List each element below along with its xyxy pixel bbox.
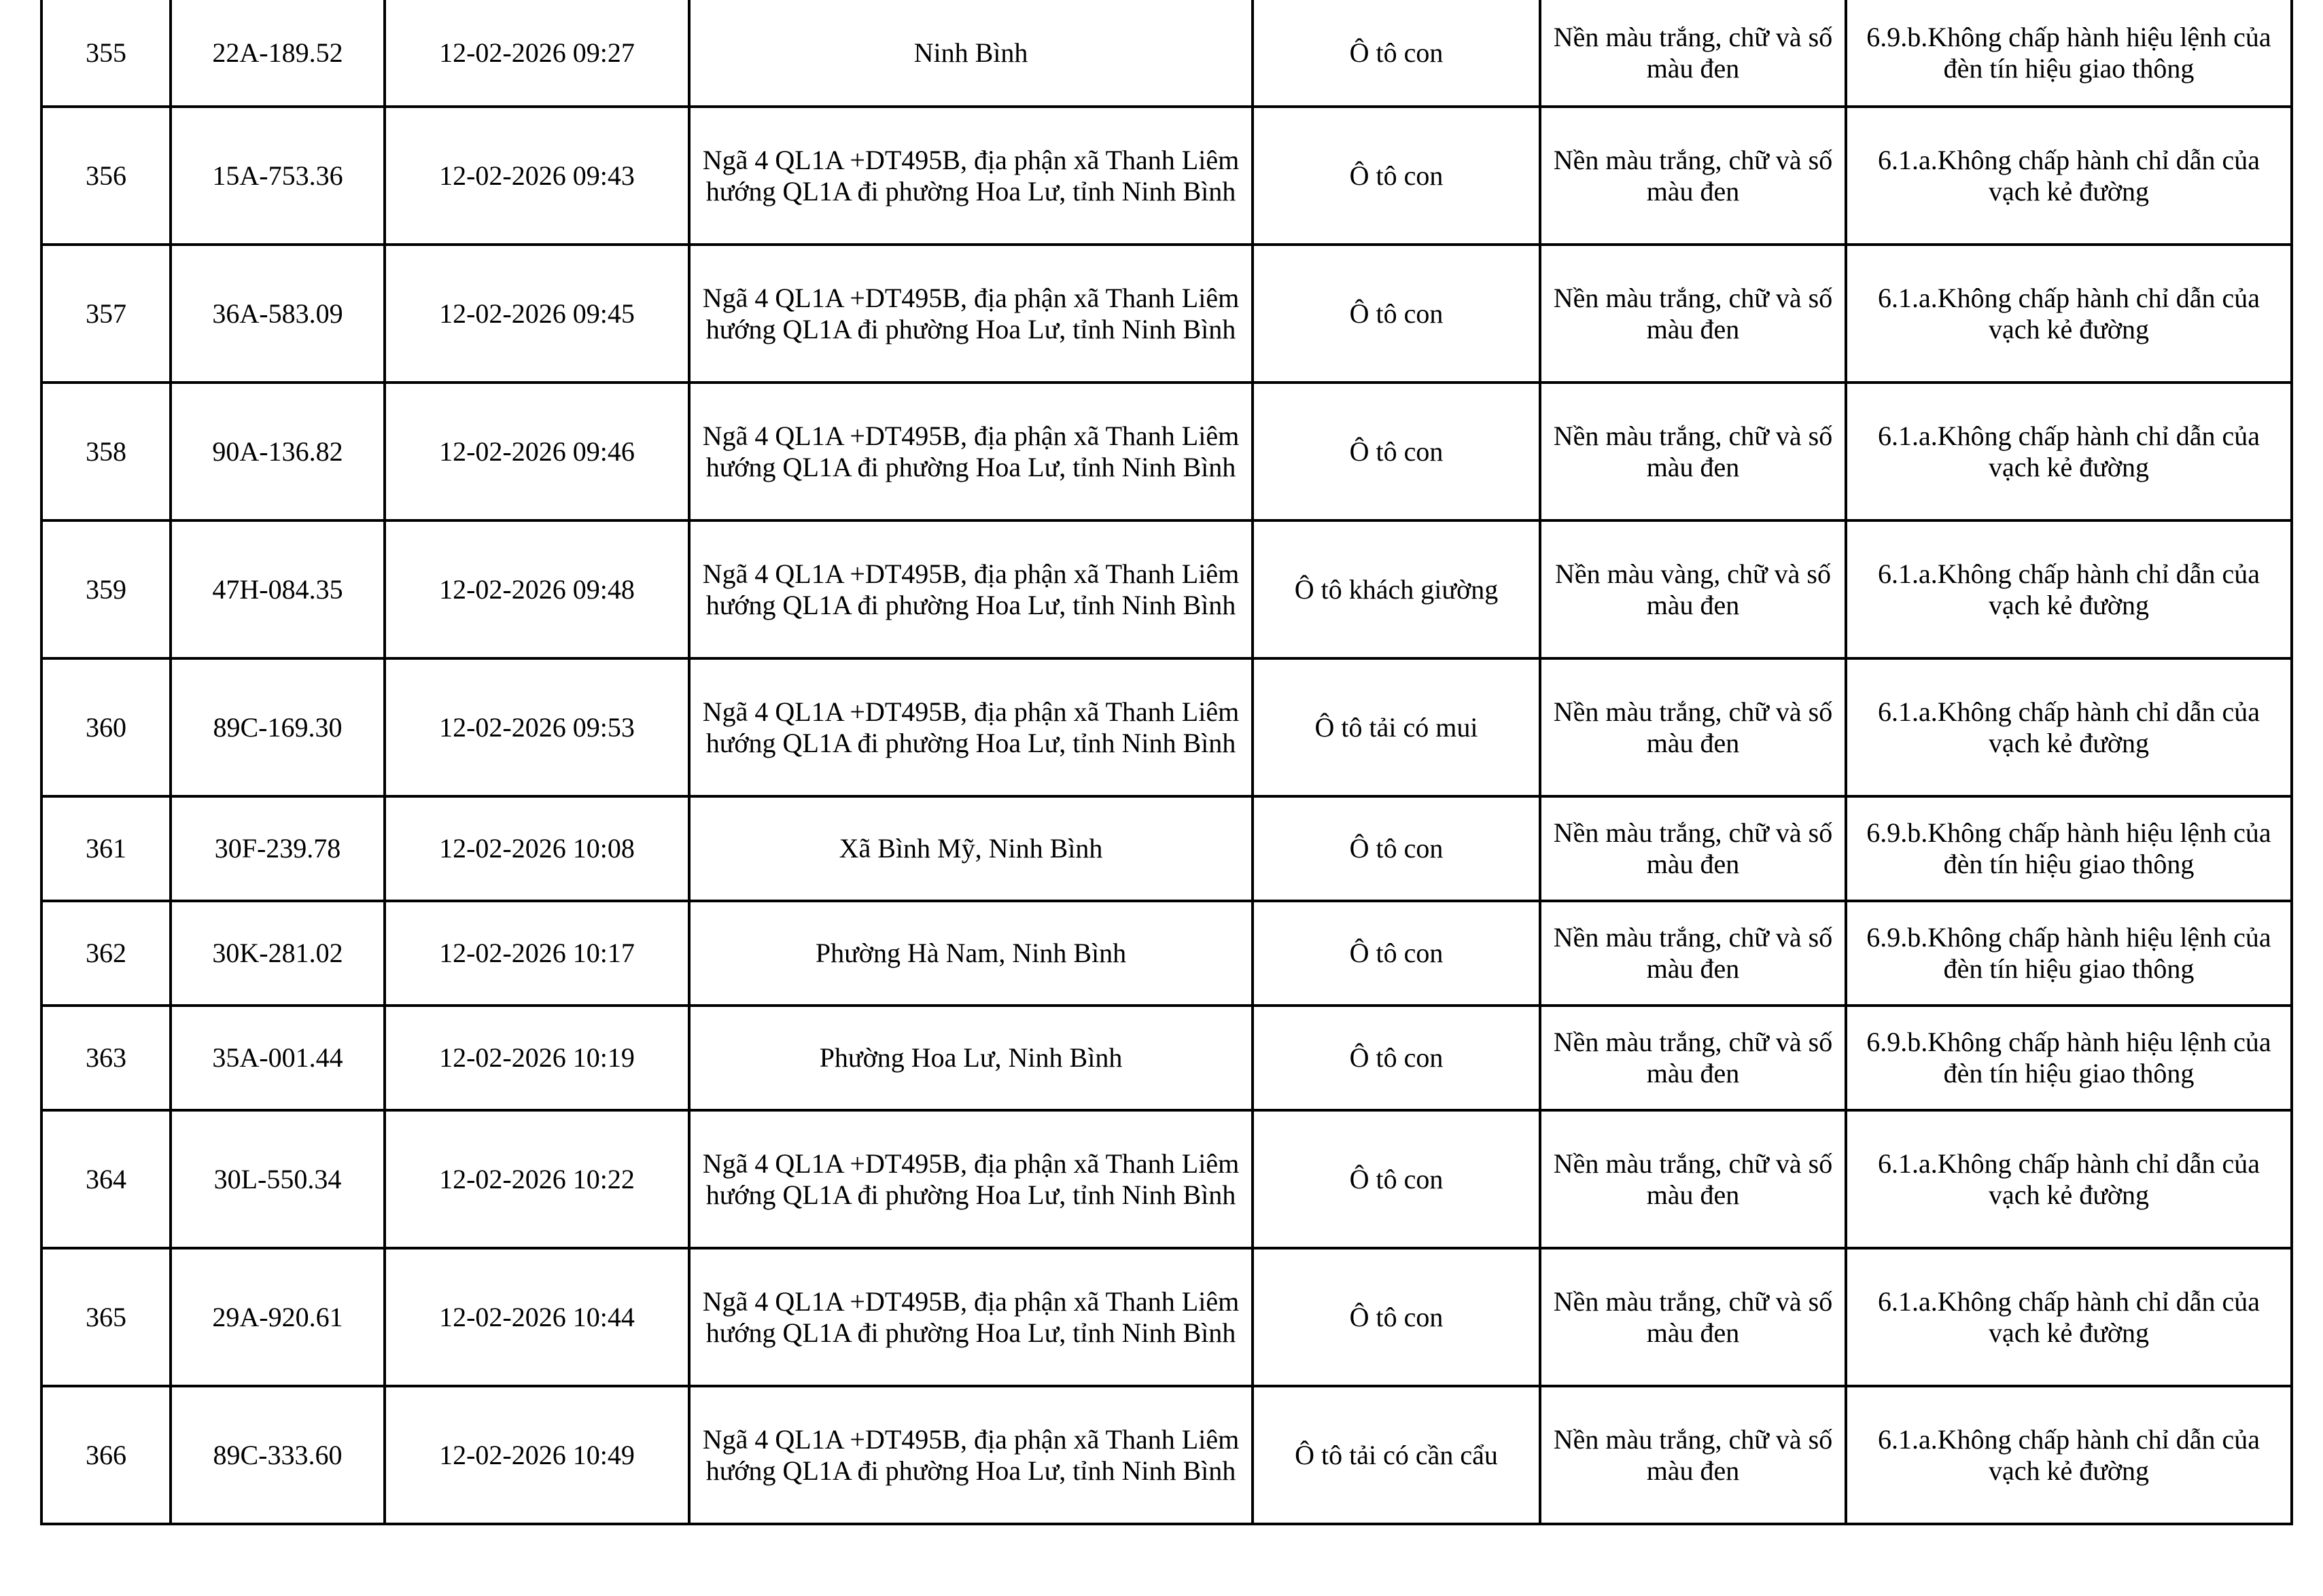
cell-license-plate: 36A-583.09 [171,245,385,383]
table-row [41,0,2292,107]
cell-violation: 6.1.a.Không chấp hành chỉ dẫn của vạch kẻ đường [1846,1386,2292,1524]
cell-location: Ngã 4 QL1A +DT495B, địa phận xã Thanh Liêm hướng QL1A đi phường Hoa Lư, tỉnh Ninh Bình [689,658,1253,796]
table-row [41,107,2292,245]
cell-vehicle-type: Ô tô con [1253,1006,1540,1110]
cell-plate-color: Nền màu trắng, chữ và số màu đen [1540,0,1846,107]
table-row [41,383,2292,520]
cell-violation-time: 12-02-2026 10:22 [385,1110,689,1248]
cell-license-plate: 15A-753.36 [171,107,385,245]
cell-location: Phường Hà Nam, Ninh Bình [689,901,1253,1006]
cell-violation: 6.1.a.Không chấp hành chỉ dẫn của vạch kẻ đường [1846,1110,2292,1248]
cell-violation: 6.9.b.Không chấp hành hiệu lệnh của đèn tín hiệu giao thông [1846,0,2292,107]
cell-location: Xã Bình Mỹ, Ninh Bình [689,796,1253,901]
cell-violation: 6.9.b.Không chấp hành hiệu lệnh của đèn tín hiệu giao thông [1846,901,2292,1006]
cell-violation-time: 12-02-2026 10:08 [385,796,689,901]
cell-violation-time: 12-02-2026 09:53 [385,658,689,796]
cell-vehicle-type: Ô tô con [1253,383,1540,520]
violations-table [40,0,2293,1525]
cell-number: 358 [41,383,171,520]
cell-plate-color: Nền màu trắng, chữ và số màu đen [1540,658,1846,796]
cell-number: 364 [41,1110,171,1248]
table-row [41,796,2292,901]
cell-vehicle-type: Ô tô con [1253,901,1540,1006]
cell-violation: 6.1.a.Không chấp hành chỉ dẫn của vạch kẻ đường [1846,245,2292,383]
cell-violation-time: 12-02-2026 10:44 [385,1248,689,1386]
cell-plate-color: Nền màu trắng, chữ và số màu đen [1540,107,1846,245]
cell-plate-color: Nền màu trắng, chữ và số màu đen [1540,1006,1846,1110]
cell-plate-color: Nền màu trắng, chữ và số màu đen [1540,901,1846,1006]
cell-number: 366 [41,1386,171,1524]
cell-plate-color: Nền màu vàng, chữ và số màu đen [1540,520,1846,658]
cell-number: 356 [41,107,171,245]
cell-vehicle-type: Ô tô con [1253,1110,1540,1248]
cell-violation: 6.1.a.Không chấp hành chỉ dẫn của vạch kẻ đường [1846,658,2292,796]
cell-license-plate: 89C-333.60 [171,1386,385,1524]
cell-vehicle-type: Ô tô con [1253,245,1540,383]
cell-location: Ngã 4 QL1A +DT495B, địa phận xã Thanh Liêm hướng QL1A đi phường Hoa Lư, tỉnh Ninh Bình [689,245,1253,383]
cell-violation-time: 12-02-2026 10:19 [385,1006,689,1110]
cell-location: Ngã 4 QL1A +DT495B, địa phận xã Thanh Liêm hướng QL1A đi phường Hoa Lư, tỉnh Ninh Bình [689,1110,1253,1248]
cell-location: Ngã 4 QL1A +DT495B, địa phận xã Thanh Liêm hướng QL1A đi phường Hoa Lư, tỉnh Ninh Bình [689,1248,1253,1386]
cell-number: 361 [41,796,171,901]
cell-violation-time: 12-02-2026 10:17 [385,901,689,1006]
cell-violation-time: 12-02-2026 09:48 [385,520,689,658]
table-row [41,1248,2292,1386]
cell-location: Ninh Bình [689,0,1253,107]
cell-violation-time: 12-02-2026 09:43 [385,107,689,245]
cell-violation-time: 12-02-2026 09:27 [385,0,689,107]
cell-location: Ngã 4 QL1A +DT495B, địa phận xã Thanh Liêm hướng QL1A đi phường Hoa Lư, tỉnh Ninh Bình [689,1386,1253,1524]
cell-vehicle-type: Ô tô con [1253,796,1540,901]
cell-vehicle-type: Ô tô con [1253,0,1540,107]
table-body [41,0,2292,1524]
cell-location: Ngã 4 QL1A +DT495B, địa phận xã Thanh Liêm hướng QL1A đi phường Hoa Lư, tỉnh Ninh Bình [689,520,1253,658]
cell-license-plate: 89C-169.30 [171,658,385,796]
cell-vehicle-type: Ô tô khách giường [1253,520,1540,658]
cell-license-plate: 35A-001.44 [171,1006,385,1110]
cell-violation-time: 12-02-2026 10:49 [385,1386,689,1524]
cell-number: 360 [41,658,171,796]
cell-location: Ngã 4 QL1A +DT495B, địa phận xã Thanh Liêm hướng QL1A đi phường Hoa Lư, tỉnh Ninh Bình [689,107,1253,245]
cell-license-plate: 90A-136.82 [171,383,385,520]
cell-number: 363 [41,1006,171,1110]
cell-license-plate: 47H-084.35 [171,520,385,658]
cell-number: 365 [41,1248,171,1386]
cell-violation: 6.9.b.Không chấp hành hiệu lệnh của đèn tín hiệu giao thông [1846,1006,2292,1110]
cell-plate-color: Nền màu trắng, chữ và số màu đen [1540,1110,1846,1248]
cell-number: 357 [41,245,171,383]
cell-vehicle-type: Ô tô tải có mui [1253,658,1540,796]
table-row [41,1006,2292,1110]
cell-license-plate: 22A-189.52 [171,0,385,107]
cell-plate-color: Nền màu trắng, chữ và số màu đen [1540,245,1846,383]
cell-vehicle-type: Ô tô con [1253,107,1540,245]
cell-vehicle-type: Ô tô tải có cần cẩu [1253,1386,1540,1524]
cell-violation: 6.1.a.Không chấp hành chỉ dẫn của vạch kẻ đường [1846,383,2292,520]
cell-number: 359 [41,520,171,658]
table-row [41,1386,2292,1524]
cell-plate-color: Nền màu trắng, chữ và số màu đen [1540,383,1846,520]
table-row [41,901,2292,1006]
cell-violation-time: 12-02-2026 09:45 [385,245,689,383]
table-row [41,1110,2292,1248]
cell-number: 355 [41,0,171,107]
cell-violation: 6.9.b.Không chấp hành hiệu lệnh của đèn tín hiệu giao thông [1846,796,2292,901]
cell-license-plate: 29A-920.61 [171,1248,385,1386]
cell-violation: 6.1.a.Không chấp hành chỉ dẫn của vạch kẻ đường [1846,520,2292,658]
cell-license-plate: 30F-239.78 [171,796,385,901]
cell-location: Ngã 4 QL1A +DT495B, địa phận xã Thanh Liêm hướng QL1A đi phường Hoa Lư, tỉnh Ninh Bình [689,383,1253,520]
cell-plate-color: Nền màu trắng, chữ và số màu đen [1540,1248,1846,1386]
cell-violation: 6.1.a.Không chấp hành chỉ dẫn của vạch kẻ đường [1846,1248,2292,1386]
table-row [41,520,2292,658]
cell-plate-color: Nền màu trắng, chữ và số màu đen [1540,796,1846,901]
table-row [41,658,2292,796]
cell-location: Phường Hoa Lư, Ninh Bình [689,1006,1253,1110]
cell-plate-color: Nền màu trắng, chữ và số màu đen [1540,1386,1846,1524]
cell-license-plate: 30L-550.34 [171,1110,385,1248]
cell-violation: 6.1.a.Không chấp hành chỉ dẫn của vạch kẻ đường [1846,107,2292,245]
cell-number: 362 [41,901,171,1006]
cell-license-plate: 30K-281.02 [171,901,385,1006]
cell-vehicle-type: Ô tô con [1253,1248,1540,1386]
table-row [41,245,2292,383]
cell-violation-time: 12-02-2026 09:46 [385,383,689,520]
